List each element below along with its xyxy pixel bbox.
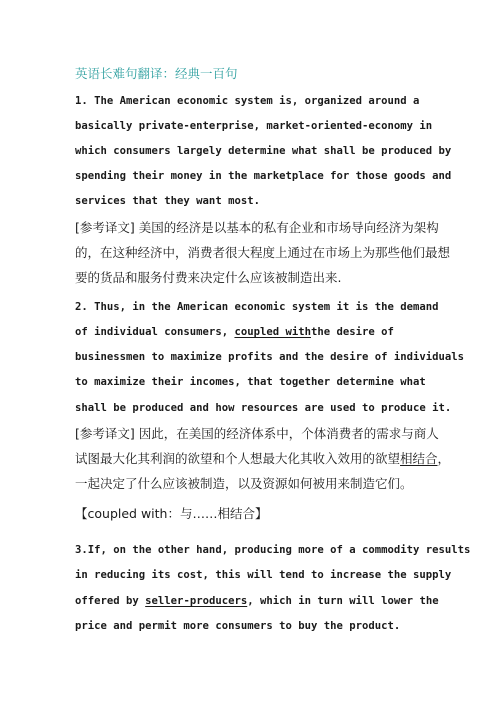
s2-cn-line-2-end: ， [437, 451, 451, 466]
document-title: 英语长难句翻译：经典一百句 [75, 66, 238, 81]
s1-en-line-2: basically private-enterprise, market-oriented-economy in [75, 120, 433, 132]
s3-en-line-1: 3.If, on the other hand, producing more of a commodity results [75, 544, 471, 556]
s2-en-line-2 [75, 327, 394, 338]
s2-cn-line-3: 一起决定了什么应该被制造，以及资源如何被用来制造它们。 [75, 476, 413, 491]
s3-en-line-3-start: offered by [75, 595, 146, 607]
s3-en-line-2: in reducing its cost, this will tend to increase the supply [75, 569, 452, 581]
s3-en-line-3 [75, 596, 439, 607]
s1-cn-line-1: [参考译文] 美国的经济是以基本的私有企业和市场导向经济为架构 [75, 220, 439, 235]
underlined-phrase-xiangjiehe: 相结合 [400, 451, 438, 466]
s1-en-line-4: spending their money in the marketplace for those goods and [75, 170, 452, 182]
s2-en-line-2-start: of individual consumers, [75, 326, 235, 338]
s2-en-line-1: 2. Thus, in the American economic system it is the demand [75, 301, 439, 313]
s3-en-line-4: price and permit more consumers to buy the product. [75, 620, 401, 632]
s2-en-line-5: shall be produced and how resources are used to produce it. [75, 402, 452, 414]
s2-cn-line-1: [参考译文] 因此，在美国的经济体系中，个体消费者的需求与商人 [75, 426, 439, 441]
s2-cn-line-2 [75, 453, 450, 466]
s2-en-line-4: to maximize their incomes, that together determine what [75, 376, 426, 388]
underlined-phrase-seller-producers: seller-producers [145, 595, 248, 607]
s3-en-line-3-end: , which in turn will lower the [247, 595, 439, 607]
s1-en-line-5: services that they want most. [75, 195, 260, 207]
underlined-phrase-coupled-with: coupled with [234, 326, 311, 338]
s1-en-line-3: which consumers largely determine what shall be produced by [75, 145, 452, 157]
s2-en-line-3: businessmen to maximize profits and the desire of individuals [75, 351, 465, 363]
s1-en-line-1: 1. The American economic system is, organized around a [75, 95, 420, 107]
s1-cn-line-3: 要的货品和服务付费来决定什么应该被制造出来. [75, 270, 342, 285]
s2-en-line-2-end: the desire of [311, 326, 394, 338]
s2-cn-line-2-start: 试图最大化其利润的欲望和个人想最大化其收入效用的欲望 [75, 451, 401, 466]
s2-vocab-note: 【coupled with：与……相结合】 [75, 506, 268, 521]
s1-cn-line-2: 的，在这种经济中，消费者很大程度上通过在市场上为那些他们最想 [75, 245, 451, 260]
